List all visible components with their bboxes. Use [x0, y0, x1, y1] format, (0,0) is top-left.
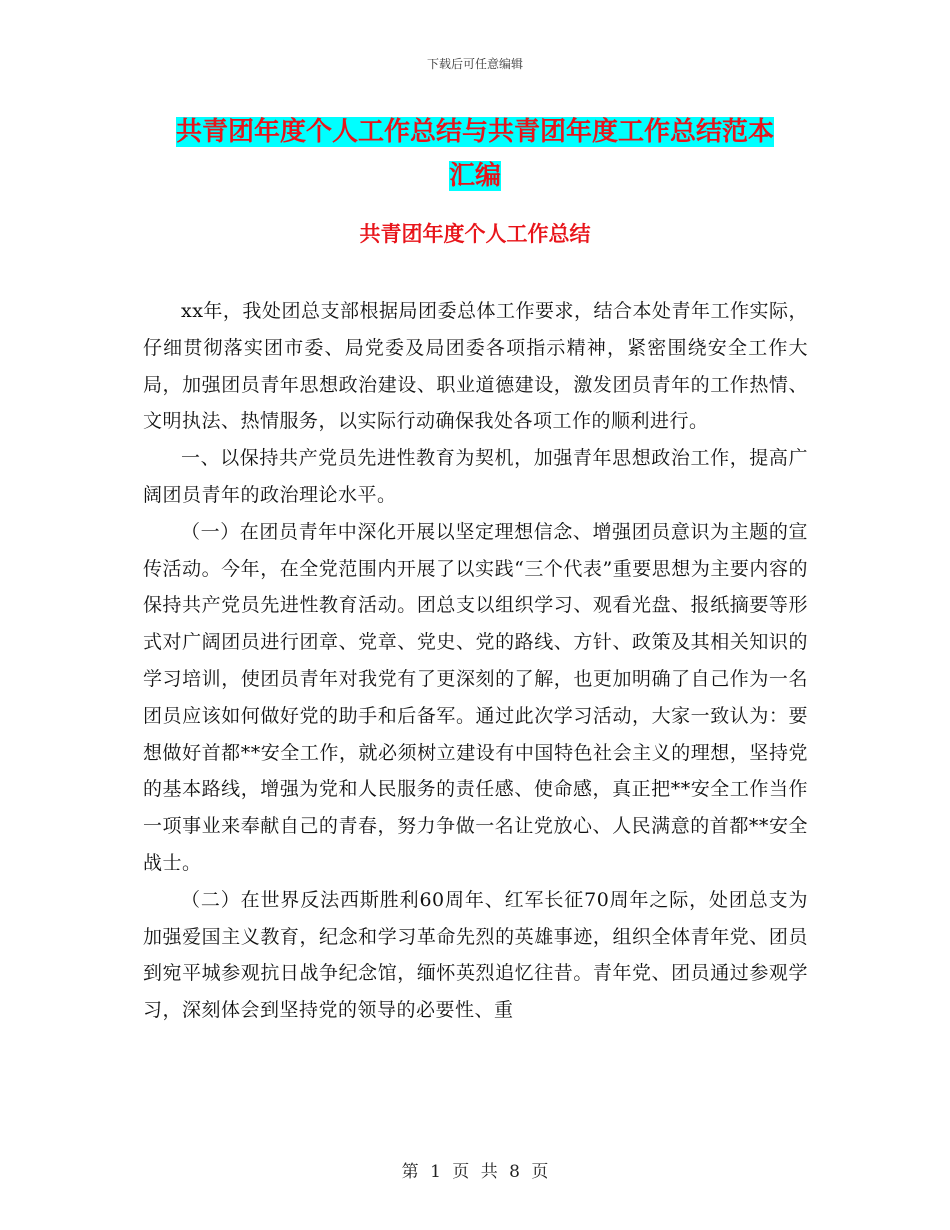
document-title-line1: 共青团年度个人工作总结与共青团年度工作总结范本 — [175, 117, 774, 147]
body-text — [143, 293, 808, 1029]
header-note: 下载后可任意编辑 — [426, 57, 523, 71]
paragraph: （一）在团员青年中深化开展以坚定理想信念、增强团员意识为主题的宣传活动。今年，在全党范围内开展了以实践“三个代表”重要思想为主要内容的保持共产党员先进性教育活动。团总支以组织学习、观看光盘、报纸摘要等形式对广阔团员进行团章、党章、党史、党的路线、方针、政策及其相关知识的学习培训，使团员青年对我党有了更深刻的了解，也更加明确了自己作为一名团员应该如何做好党的助手和后备军。通过此次学习活动，大家一致认为：要想做好首都**安全工作，就必须树立建设有中国特色社会主义的理想，坚持党的基本路线，增强为党和人民服务的责任感、使命感，真正把**安全工作当作一项事业来奉献自己的青春，努力争做一名让党放心、人民满意的首都**安全战士。 — [143, 520, 808, 874]
section-title: 共青团年度个人工作总结 — [359, 222, 591, 246]
paragraph: 一、以保持共产党员先进性教育为契机，加强青年思想政治工作，提高广阔团员青年的政治理论水平。 — [143, 447, 808, 506]
page-footer: 第 1 页 共 8 页 — [401, 1162, 549, 1182]
document-title-line2: 汇编 — [448, 161, 501, 191]
paragraph: xx年，我处团总支部根据局团委总体工作要求，结合本处青年工作实际，仔细贯彻落实团市委、局党委及局团委各项指示精神，紧密围绕安全工作大局，加强团员青年思想政治建设、职业道德建设，激发团员青年的工作热情、文明执法、热情服务，以实际行动确保我处各项工作的顺利进行。 — [143, 300, 808, 433]
document-title — [140, 110, 810, 198]
paragraph: （二）在世界反法西斯胜利60周年、红军长征70周年之际，处团总支为加强爱国主义教育，纪念和学习革命先烈的英雄事迹，组织全体青年党、团员到宛平城参观抗日战争纪念馆，缅怀英烈追忆往昔。青年党、团员通过参观学习，深刻体会到坚持党的领导的必要性、重 — [143, 888, 808, 1022]
